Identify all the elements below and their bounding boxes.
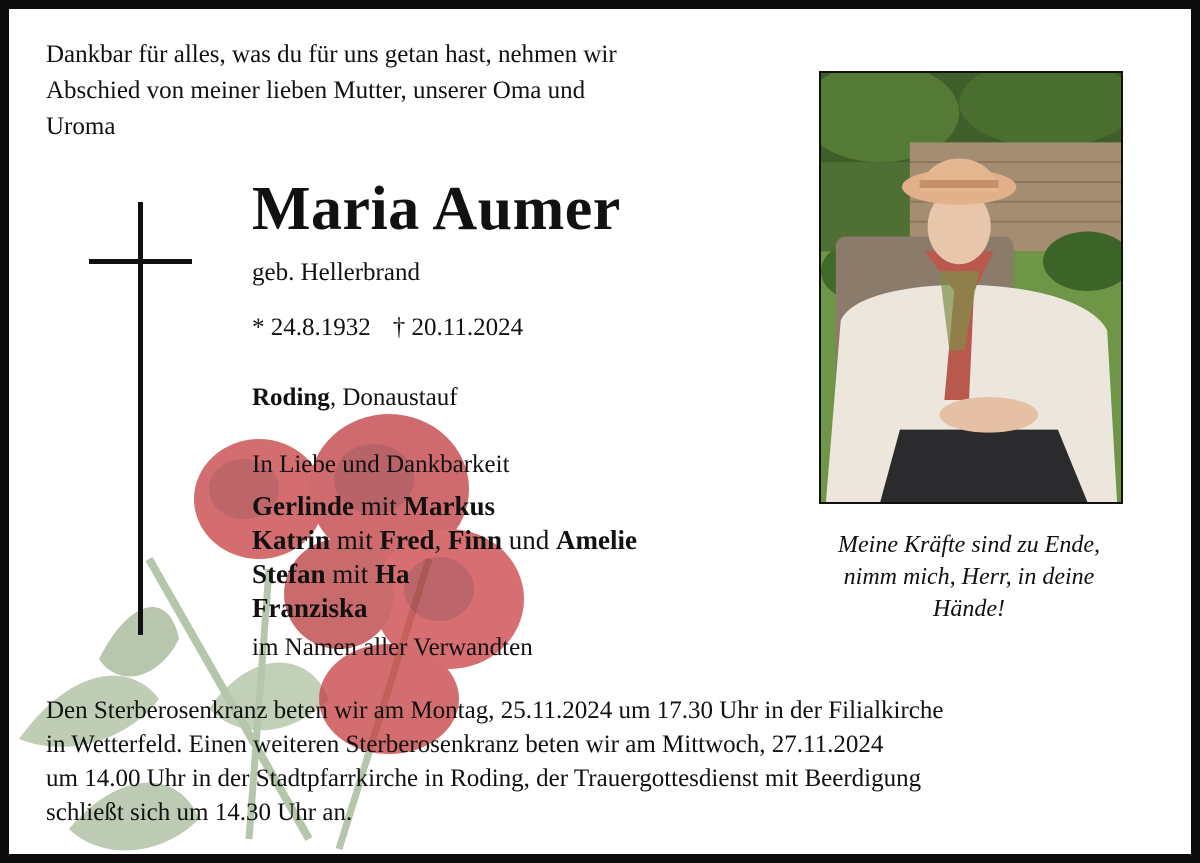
mourner-line [252, 489, 637, 523]
cross-icon [89, 202, 199, 642]
mourner-line [252, 591, 637, 625]
quote-line: Hände! [933, 596, 1005, 622]
mourner-name: Gerlinde [252, 491, 354, 521]
mourner-name: Markus [403, 491, 496, 521]
mourner-name: Amelie [556, 525, 638, 555]
places [252, 382, 458, 414]
intro-line: Uroma [46, 113, 116, 140]
connector: mit [354, 491, 404, 521]
intro-line: Abschied von meiner lieben Mutter, unserer Oma und [46, 77, 586, 104]
connector: mit [330, 525, 380, 555]
mourners-heading: In Liebe und Dankbarkeit [252, 451, 510, 478]
notice-line: Den Sterberosenkranz beten wir am Montag, 25.11.2024 um 17.30 Uhr in der Filialkirche [46, 697, 944, 724]
intro-line: Dankbar für alles, was du für uns getan hast, nehmen wir [46, 41, 617, 68]
mourners-list [252, 489, 637, 625]
mourner-line [252, 523, 637, 557]
mourner-name: Katrin [252, 525, 330, 555]
connector: und [502, 525, 557, 555]
mourner-name: Stefan [252, 559, 326, 589]
birth-name: geb. Hellerbrand [252, 259, 420, 286]
quote [799, 529, 1139, 625]
death-date: † 20.11.2024 [392, 314, 524, 341]
relatives-line: im Namen aller Verwandten [252, 634, 533, 661]
quote-line: Meine Kräfte sind zu Ende, [838, 532, 1100, 558]
mourner-name: Franziska [252, 593, 368, 623]
notice-line: schließt sich um 14.30 Uhr an. [46, 799, 353, 826]
deceased-name: Maria Aumer [252, 175, 621, 243]
place-main: Roding [252, 384, 330, 411]
notice-line: um 14.00 Uhr in der Stadtpfarrkirche in Roding, der Trauergottesdienst mit Beerdigung [46, 765, 922, 792]
birth-date: * 24.8.1932 [252, 314, 371, 341]
portrait-photo [819, 71, 1123, 504]
life-dates [252, 312, 523, 344]
mourner-name: Ha [375, 559, 410, 589]
quote-line: nimm mich, Herr, in deine [843, 564, 1095, 590]
mourner-name: Fred [379, 525, 435, 555]
intro-text [46, 37, 766, 145]
notice-line: in Wetterfeld. Einen weiteren Sterberosenkranz beten wir am Mittwoch, 27.11.2024 [46, 731, 884, 758]
connector: , [434, 525, 449, 555]
connector: mit [325, 559, 376, 589]
service-notice [46, 694, 1166, 830]
mourner-line [252, 557, 637, 591]
mourner-name: Finn [448, 525, 503, 555]
place-rest: , Donaustauf [329, 384, 458, 411]
